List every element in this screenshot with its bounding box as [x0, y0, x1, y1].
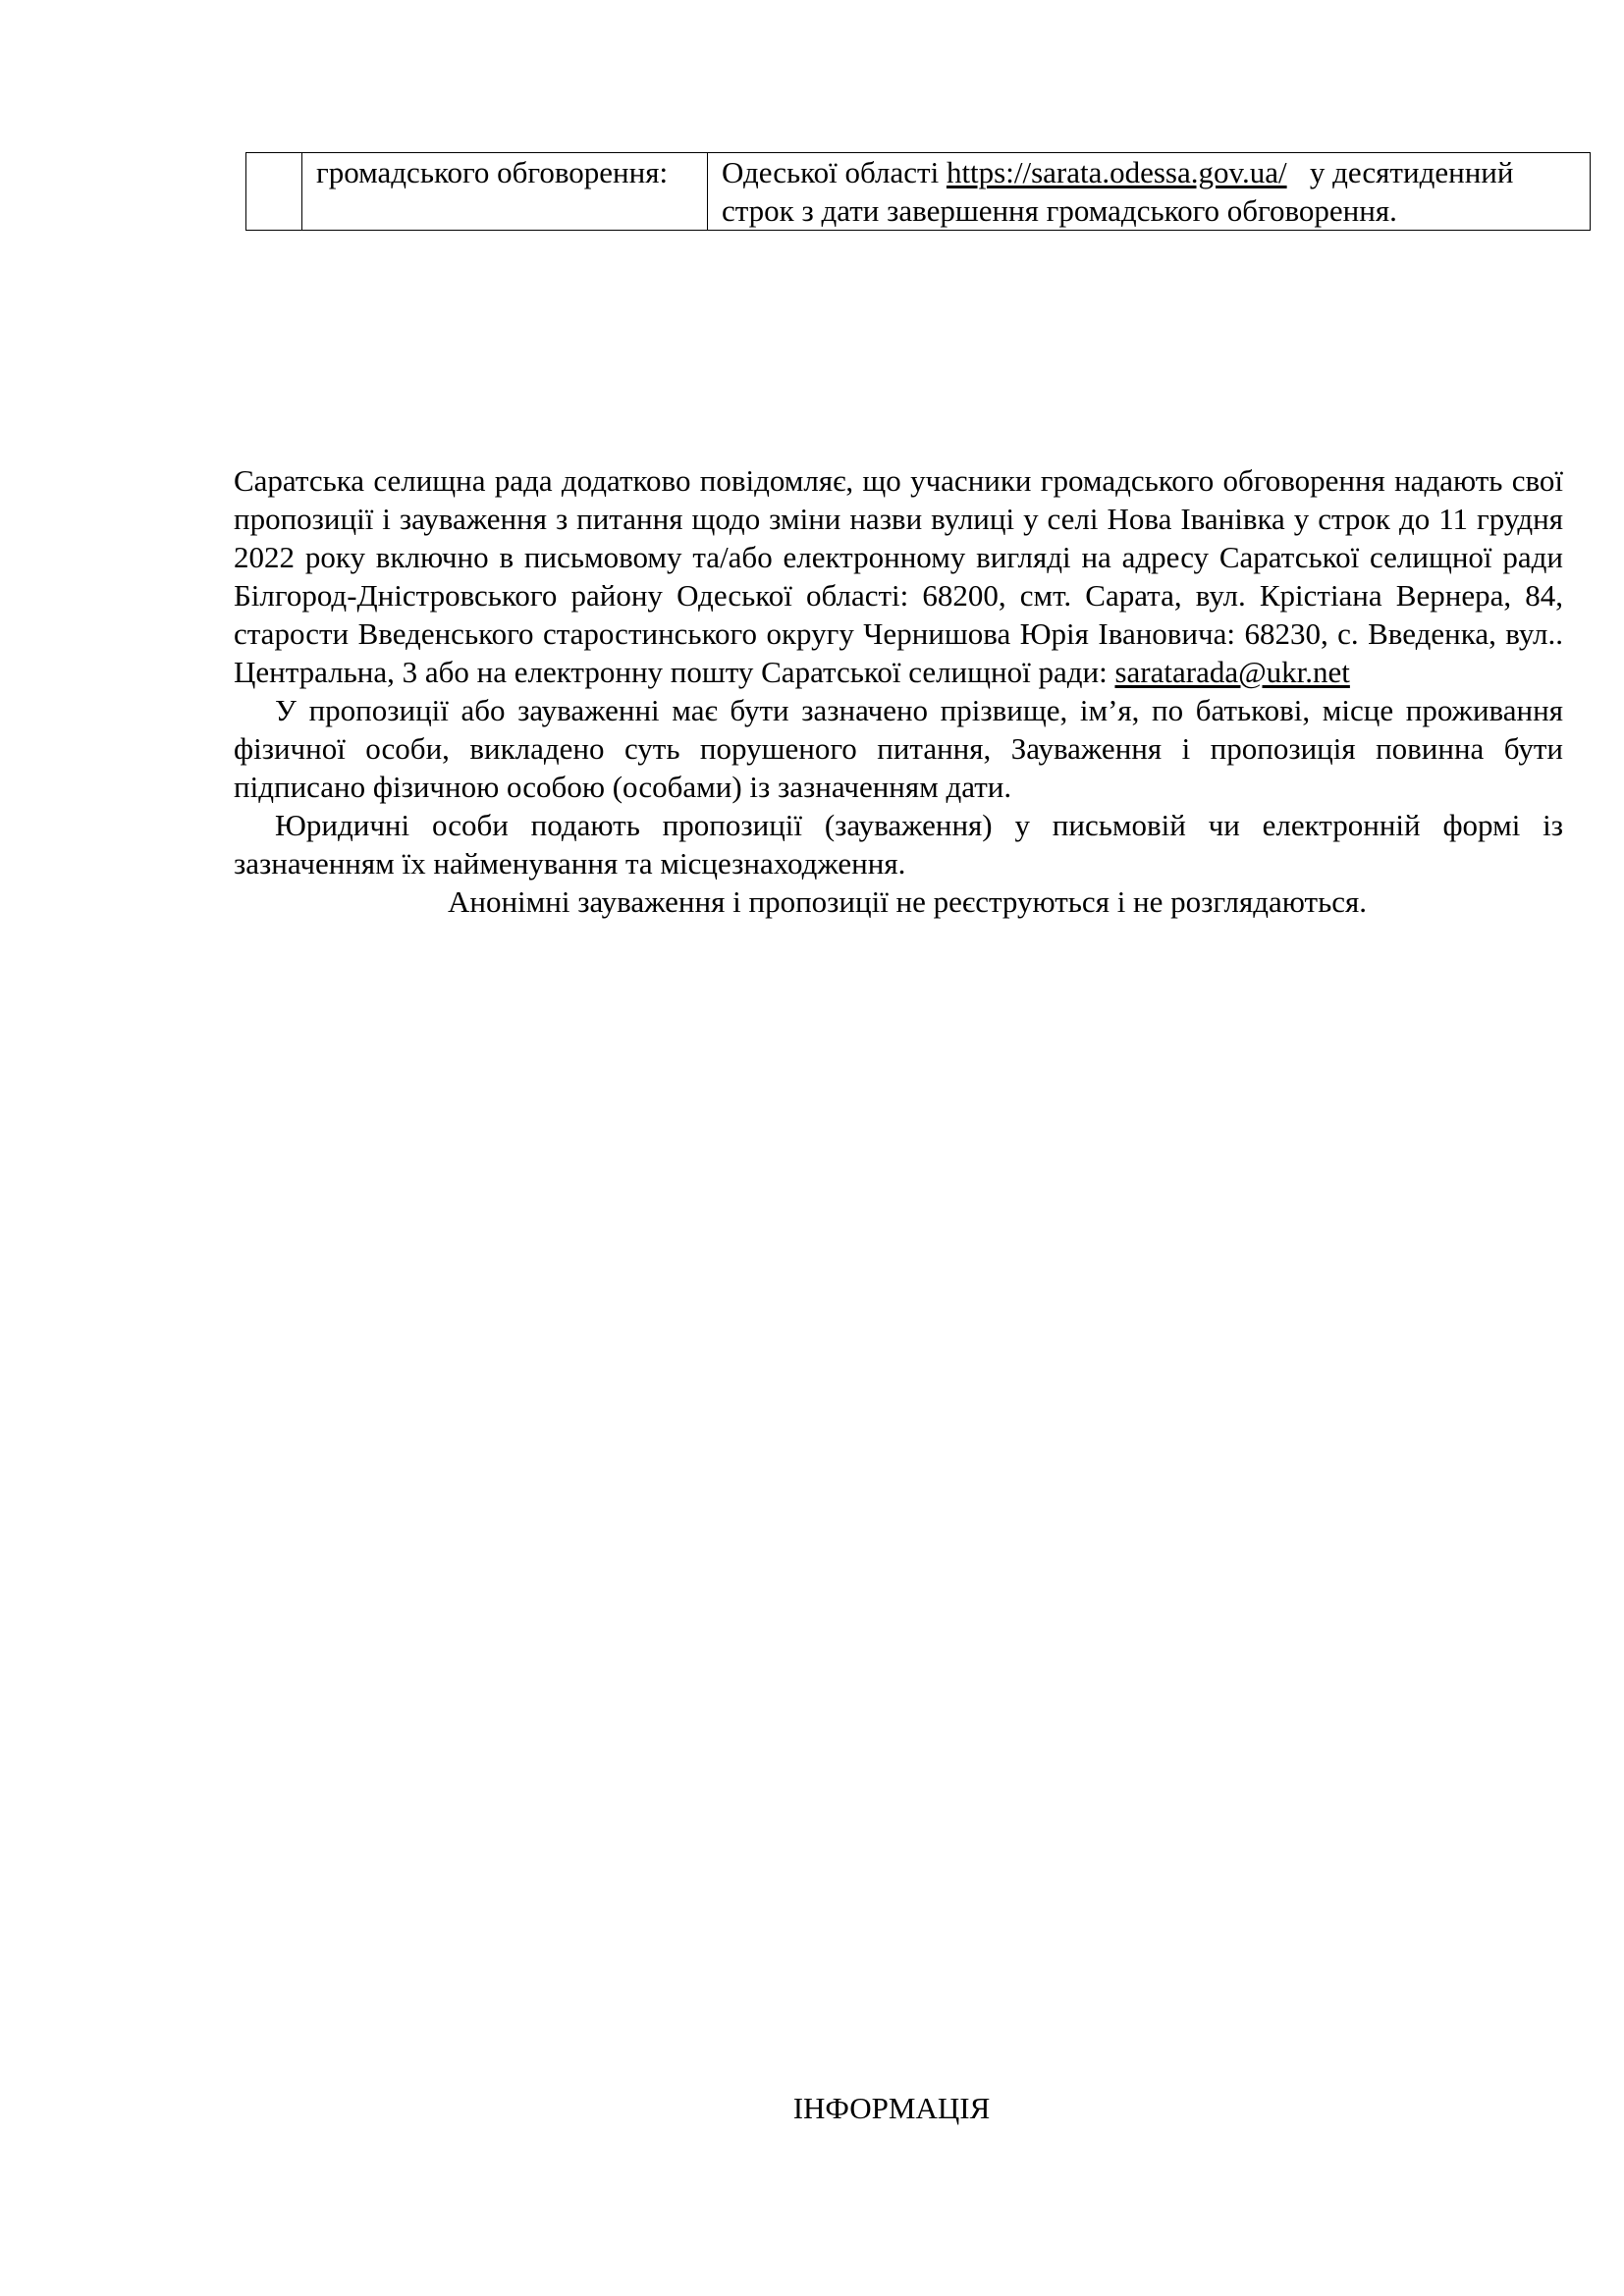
table-cell-value [708, 153, 1591, 231]
consultation-table [245, 152, 1591, 231]
website-link[interactable]: https://sarata.odessa.gov.ua/ [946, 155, 1287, 189]
announcement-body [234, 461, 1563, 921]
email-link[interactable]: saratarada@ukr.net [1114, 655, 1350, 689]
paragraph-anonymous: Анонімні зауваження і пропозиції не реєструються і не розглядаються. [447, 884, 1368, 919]
table-value-prefix: Одеської області [722, 155, 947, 189]
paragraph-submission-text: Саратська селищна рада додатково повідомляє, що учасники громадського обговорення надають свої пропозиції і зауваження з питання щодо зміни назви вулиці у селі Нова Іванівка у строк до 11 грудня 2022 року включно в письмовому та/або електронному вигляді на адресу Саратської селищної ради Білгород-Дністровського району Одеської області: 68200, смт. Сарата, вул. Крістіана Вернера, 84, старости Введенського старостинського округу Чернишова Юрія Івановича: 68230, с. Введенка, вул.. Центральна, 3 або на електронну пошту Саратської селищної ради: [234, 463, 1563, 689]
table-cell-label [302, 153, 708, 231]
information-heading: ІНФОРМАЦІЯ [792, 2091, 991, 2125]
table-label-text: громадського обговорення: [316, 155, 669, 189]
paragraph-requirements: У пропозиції або зауваженні має бути зазначено прізвище, ім’я, по батькові, місце проживання фізичної особи, викладено суть порушеного питання, Зауваження і пропозиція повинна бути підписано фізичною особою (особами) із зазначенням дати. [234, 693, 1563, 804]
paragraph-submission-info [234, 461, 1563, 691]
table-cell-number [246, 153, 302, 231]
paragraph-legal-entities: Юридичні особи подають пропозиції (зауваження) у письмовій чи електронній формі із зазначенням їх найменування та місцезнаходження. [234, 808, 1563, 881]
table-row [246, 153, 1591, 231]
table-value-suffix: у десятиденний строк з дати завершення громадського обговорення. [722, 155, 1522, 228]
